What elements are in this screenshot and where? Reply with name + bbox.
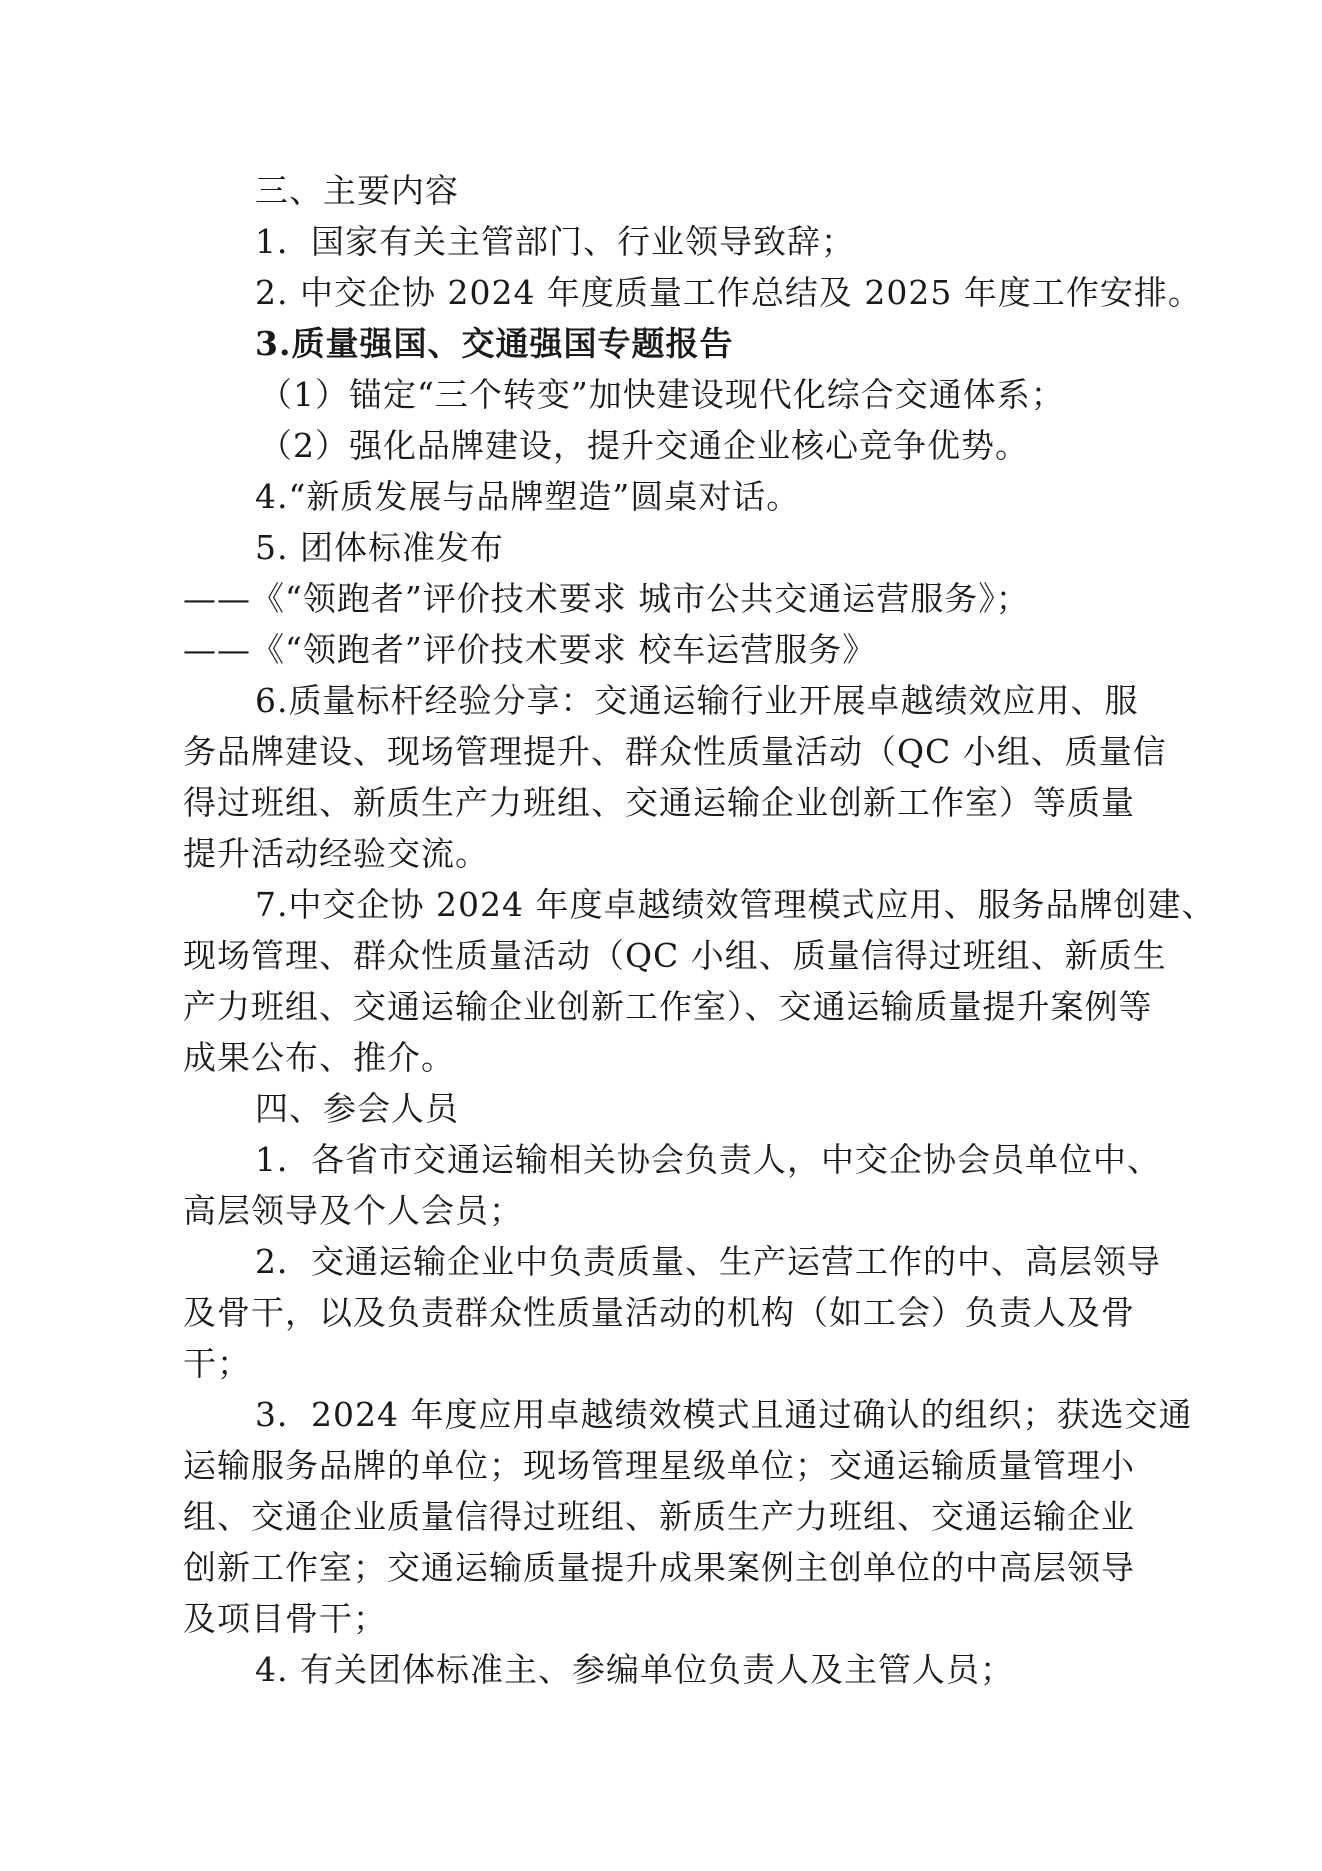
document-body (183, 165, 1216, 1695)
section-3-item-3: 3.质量强国、交通强国专题报告 (255, 324, 734, 363)
section-3-item-7 (183, 879, 1216, 1083)
section-3-item-3-sub-2: （2）强化品牌建设，提升交通企业核心竞争优势。 (259, 426, 1029, 465)
section-4-item-4: 4. 有关团体标准主、参编单位负责人及主管人员； (255, 1650, 1014, 1689)
section-3-heading: 三、主要内容 (255, 171, 459, 210)
paragraph-line: 高层领导及个人会员； (183, 1191, 523, 1230)
paragraph-line: 现场管理、群众性质量活动（QC 小组、质量信得过班组、新质生 (183, 936, 1167, 975)
paragraph-line: 提升活动经验交流。 (183, 834, 489, 873)
section-3-item-6 (183, 675, 1167, 879)
paragraph-line: 务品牌建设、现场管理提升、群众性质量活动（QC 小组、质量信 (183, 732, 1167, 771)
section-3-item-2: 2. 中交企协 2024 年度质量工作总结及 2025 年度工作安排。 (255, 273, 1202, 312)
paragraph-line: 及骨干，以及负责群众性质量活动的机构（如工会）负责人及骨 (183, 1293, 1135, 1332)
paragraph-line: 3．2024 年度应用卓越绩效模式且通过确认的组织；获选交通 (255, 1395, 1193, 1434)
paragraph-line: 组、交通企业质量信得过班组、新质生产力班组、交通运输企业 (183, 1497, 1135, 1536)
paragraph-line: 1．各省市交通运输相关协会负责人，中交企协会员单位中、 (255, 1140, 1161, 1179)
paragraph-line: 及项目骨干； (183, 1599, 387, 1638)
paragraph-line: 7.中交企协 2024 年度卓越绩效管理模式应用、服务品牌创建、 (255, 885, 1216, 924)
section-4-item-2 (183, 1236, 1161, 1389)
paragraph-line: 成果公布、推介。 (183, 1038, 455, 1077)
section-3-item-1: 1．国家有关主管部门、行业领导致辞； (255, 222, 855, 261)
section-3-item-5: 5. 团体标准发布 (255, 528, 504, 567)
paragraph-line: 2．交通运输企业中负责质量、生产运营工作的中、高层领导 (255, 1242, 1161, 1281)
paragraph-line: 干； (183, 1344, 251, 1383)
section-3-item-3-sub-1: （1）锚定“三个转变”加快建设现代化综合交通体系； (259, 375, 1065, 414)
paragraph-line: 创新工作室；交通运输质量提升成果案例主创单位的中高层领导 (183, 1548, 1135, 1587)
paragraph-line: 产力班组、交通运输企业创新工作室）、交通运输质量提升案例等 (183, 987, 1153, 1026)
section-3-item-4: 4.“新质发展与品牌塑造”圆桌对话。 (255, 477, 801, 516)
section-4-item-3 (183, 1389, 1193, 1644)
section-4-item-1 (183, 1134, 1161, 1236)
paragraph-line: 6.质量标杆经验分享：交通运输行业开展卓越绩效应用、服 (255, 681, 1139, 720)
standard-item-1: ——《“领跑者”评价技术要求 城市公共交通运营服务》； (183, 579, 1030, 618)
paragraph-line: 得过班组、新质生产力班组、交通运输企业创新工作室）等质量 (183, 783, 1135, 822)
section-4-heading: 四、参会人员 (255, 1089, 459, 1128)
paragraph-line: 运输服务品牌的单位；现场管理星级单位；交通运输质量管理小 (183, 1446, 1135, 1485)
standard-item-2: ——《“领跑者”评价技术要求 校车运营服务》 (183, 630, 877, 669)
